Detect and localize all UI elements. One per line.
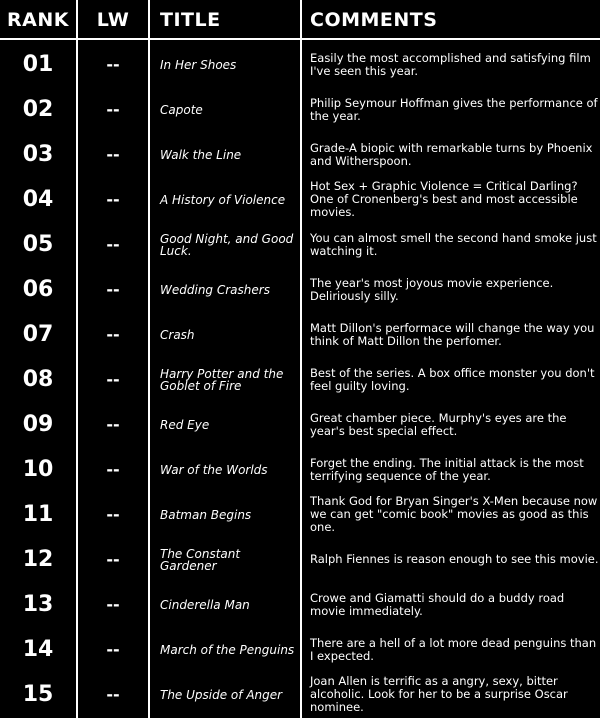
last-week-value: -- bbox=[106, 370, 120, 389]
table-row bbox=[0, 312, 600, 357]
table-row bbox=[0, 267, 600, 312]
rank-number: 01 bbox=[22, 52, 54, 77]
movie-title: Capote bbox=[160, 102, 203, 117]
rank-number: 02 bbox=[22, 97, 54, 122]
header-comments: COMMENTS bbox=[310, 9, 438, 31]
movie-comment: Ralph Fiennes is reason enough to see this movie. bbox=[310, 552, 599, 566]
table-row bbox=[0, 42, 600, 87]
table-row bbox=[0, 582, 600, 627]
header-title: TITLE bbox=[160, 9, 221, 31]
last-week-value: -- bbox=[106, 640, 120, 659]
movie-comment: Forget the ending. The initial attack is the most terrifying sequence of the year. bbox=[310, 455, 584, 483]
movie-title: Wedding Crashers bbox=[160, 282, 270, 297]
movie-title: War of the Worlds bbox=[160, 462, 268, 477]
table-row bbox=[0, 447, 600, 492]
last-week-value: -- bbox=[106, 55, 120, 74]
rank-number: 15 bbox=[22, 682, 54, 707]
movie-comment: Joan Allen is terrific as a angry, sexy, bitter alcoholic. Look for her to be a surprise Oscar nominee. bbox=[310, 674, 568, 714]
movie-comment: Philip Seymour Hoffman gives the performance of the year. bbox=[310, 95, 598, 123]
movie-title: Walk the Line bbox=[160, 147, 242, 162]
last-week-value: -- bbox=[106, 505, 120, 524]
movie-title: Red Eye bbox=[160, 417, 210, 432]
last-week-value: -- bbox=[106, 145, 120, 164]
movie-comment: Thank God for Bryan Singer's X-Men because now we can get "comic book" movies as good as this one. bbox=[310, 494, 598, 534]
last-week-value: -- bbox=[106, 550, 120, 569]
movie-title: Batman Begins bbox=[160, 507, 252, 522]
table-row bbox=[0, 132, 600, 177]
table-row bbox=[0, 492, 600, 537]
rank-number: 11 bbox=[22, 502, 54, 527]
last-week-value: -- bbox=[106, 280, 120, 299]
last-week-value: -- bbox=[106, 460, 120, 479]
rank-number: 06 bbox=[22, 277, 54, 302]
last-week-value: -- bbox=[106, 100, 120, 119]
rank-number: 05 bbox=[22, 232, 54, 257]
table-row bbox=[0, 672, 600, 717]
rank-number: 10 bbox=[22, 457, 54, 482]
table-row bbox=[0, 627, 600, 672]
movie-title: In Her Shoes bbox=[160, 57, 237, 72]
table-row bbox=[0, 537, 600, 582]
movie-title: The Upside of Anger bbox=[160, 687, 283, 702]
last-week-value: -- bbox=[106, 235, 120, 254]
movie-comment: Matt Dillon's performace will change the way you think of Matt Dillon the perfomer. bbox=[310, 320, 595, 348]
movie-title: Good Night, and Good Luck. bbox=[160, 231, 294, 258]
table-row bbox=[0, 357, 600, 402]
table-row bbox=[0, 222, 600, 267]
header-rank: RANK bbox=[7, 9, 69, 31]
movie-comment: Hot Sex + Graphic Violence = Critical Darling? One of Cronenberg's best and most accessible movies. bbox=[310, 179, 578, 219]
movie-comment: You can almost smell the second hand smoke just watching it. bbox=[310, 230, 597, 258]
table-row bbox=[0, 87, 600, 132]
rank-number: 04 bbox=[22, 187, 54, 212]
movie-comment: Easily the most accomplished and satisfying film I've seen this year. bbox=[310, 50, 591, 78]
last-week-value: -- bbox=[106, 190, 120, 209]
rank-number: 03 bbox=[22, 142, 54, 167]
rank-number: 07 bbox=[22, 322, 54, 347]
movie-comment: The year's most joyous movie experience. Deliriously silly. bbox=[310, 275, 554, 303]
movie-comment: Great chamber piece. Murphy's eyes are the year's best special effect. bbox=[310, 410, 567, 438]
movie-comment: Grade-A biopic with remarkable turns by Phoenix and Witherspoon. bbox=[310, 140, 593, 168]
movie-comment: There are a hell of a lot more dead penguins than I expected. bbox=[310, 635, 597, 663]
table-row bbox=[0, 402, 600, 447]
header-lw: LW bbox=[96, 9, 130, 31]
movie-comment: Crowe and Giamatti should do a buddy road movie immediately. bbox=[310, 590, 565, 618]
last-week-value: -- bbox=[106, 595, 120, 614]
movie-title: A History of Violence bbox=[160, 192, 286, 207]
movie-title: March of the Penguins bbox=[160, 642, 295, 657]
last-week-value: -- bbox=[106, 685, 120, 704]
last-week-value: -- bbox=[106, 415, 120, 434]
table-row bbox=[0, 177, 600, 222]
movie-title: Crash bbox=[160, 327, 195, 342]
rank-number: 14 bbox=[22, 637, 54, 662]
movie-title: The Constant Gardener bbox=[160, 546, 241, 573]
movie-title: Harry Potter and the Goblet of Fire bbox=[160, 366, 284, 393]
rank-number: 08 bbox=[22, 367, 54, 392]
last-week-value: -- bbox=[106, 325, 120, 344]
rank-number: 12 bbox=[22, 547, 54, 572]
rank-number: 13 bbox=[22, 592, 54, 617]
rank-number: 09 bbox=[22, 412, 54, 437]
movie-title: Cinderella Man bbox=[160, 597, 250, 612]
movie-comment: Best of the series. A box office monster you don't feel guilty loving. bbox=[310, 365, 595, 393]
